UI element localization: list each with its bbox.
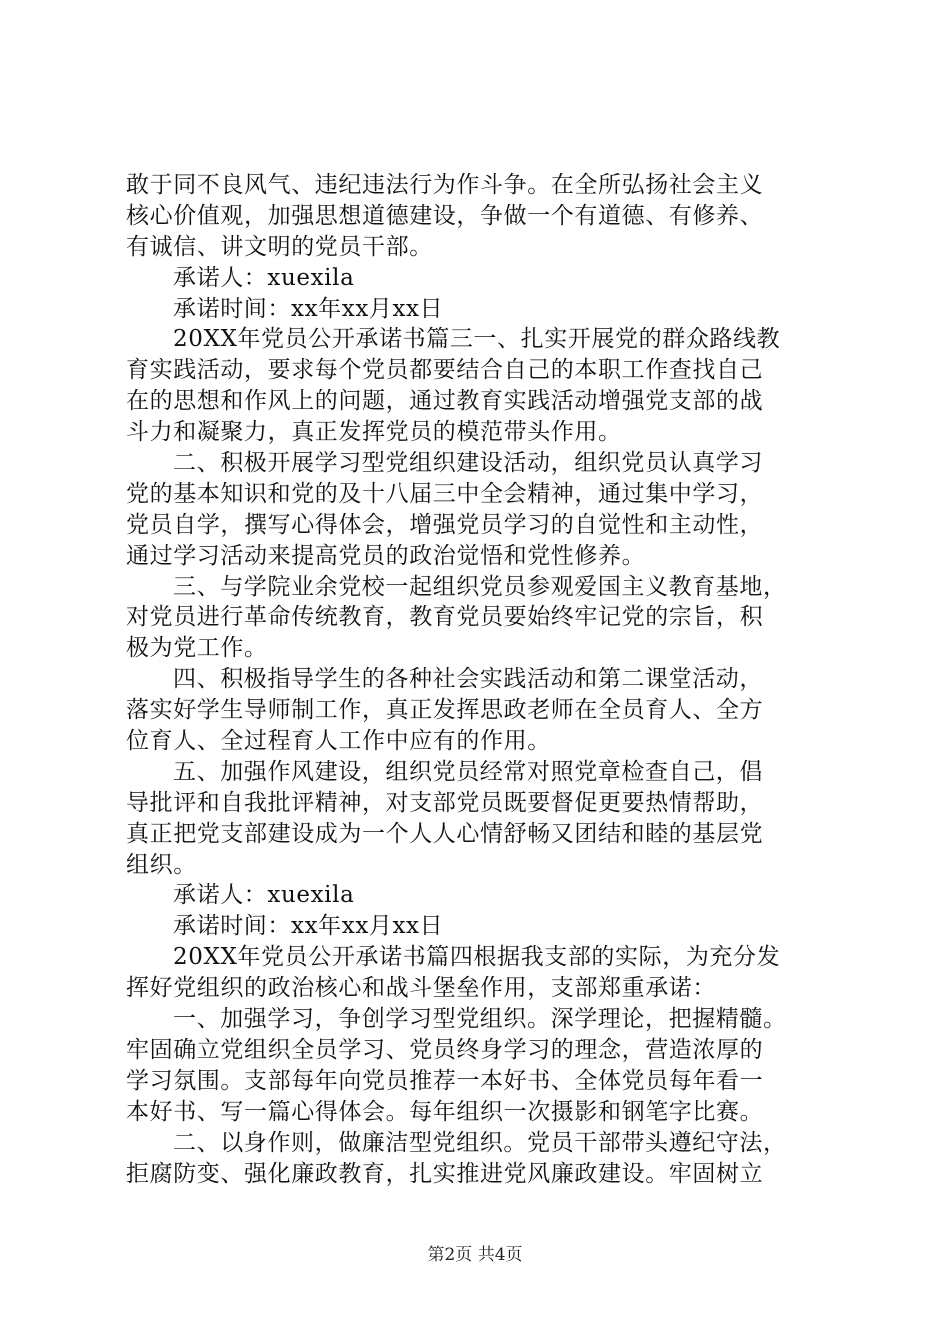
text-line: 落实好学生导师制工作，真正发挥思政老师在全员育人、全方 — [126, 697, 764, 724]
text-line: 挥好党组织的政治核心和战斗堡垒作用，支部郑重承诺： — [126, 975, 716, 1002]
text-line: 二、积极开展学习型党组织建设活动，组织党员认真学习 — [173, 450, 763, 477]
text-line: 承诺人：xuexila — [173, 264, 355, 291]
document-body — [126, 170, 836, 1189]
text-line: 育实践活动，要求每个党员都要结合自己的本职工作查找自己 — [126, 357, 764, 384]
page-footer: 第2页 共4页 — [427, 1245, 523, 1265]
text-line: 核心价值观，加强思想道德建设，争做一个有道德、有修养、 — [126, 202, 764, 229]
text-line: 真正把党支部建设成为一个人人心情舒畅又团结和睦的基层党 — [126, 820, 764, 847]
text-line: 党的基本知识和党的及十八届三中全会精神，通过集中学习， — [126, 480, 764, 507]
text-line: 斗力和凝聚力，真正发挥党员的模范带头作用。 — [126, 419, 622, 446]
text-line: 对党员进行革命传统教育，教育党员要始终牢记党的宗旨，积 — [126, 604, 764, 631]
text-line: 三、与学院业余党校一起组织党员参观爱国主义教育基地， — [173, 573, 787, 600]
text-line: 承诺时间：xx年xx月xx日 — [173, 913, 444, 940]
text-line: 一、加强学习，争创学习型党组织。深学理论，把握精髓。 — [173, 1006, 787, 1033]
text-line: 20XX年党员公开承诺书篇三一、扎实开展党的群众路线教 — [173, 326, 781, 353]
text-line: 位育人、全过程育人工作中应有的作用。 — [126, 728, 551, 755]
text-line: 四、积极指导学生的各种社会实践活动和第二课堂活动， — [173, 666, 763, 693]
text-line: 20XX年党员公开承诺书篇四根据我支部的实际，为充分发 — [173, 944, 781, 971]
text-line: 学习氛围。支部每年向党员推荐一本好书、全体党员每年看一 — [126, 1067, 764, 1094]
text-line: 拒腐防变、强化廉政教育，扎实推进党风廉政建设。牢固树立 — [126, 1160, 764, 1187]
text-line: 有诚信、讲文明的党员干部。 — [126, 233, 433, 260]
text-line: 承诺时间：xx年xx月xx日 — [173, 295, 444, 322]
text-line: 在的思想和作风上的问题，通过教育实践活动增强党支部的战 — [126, 388, 764, 415]
text-line: 承诺人：xuexila — [173, 882, 355, 909]
text-line: 组织。 — [126, 851, 197, 878]
text-line: 党员自学，撰写心得体会，增强党员学习的自觉性和主动性， — [126, 511, 764, 538]
text-line: 五、加强作风建设，组织党员经常对照党章检查自己，倡 — [173, 758, 763, 785]
text-line: 本好书、写一篇心得体会。每年组织一次摄影和钢笔字比赛。 — [126, 1098, 764, 1125]
text-line: 通过学习活动来提高党员的政治觉悟和党性修养。 — [126, 542, 646, 569]
text-line: 导批评和自我批评精神，对支部党员既要督促更要热情帮助， — [126, 789, 764, 816]
text-line: 牢固确立党组织全员学习、党员终身学习的理念，营造浓厚的 — [126, 1036, 764, 1063]
text-line: 二、以身作则，做廉洁型党组织。党员干部带头遵纪守法， — [173, 1129, 787, 1156]
text-line: 极为党工作。 — [126, 635, 268, 662]
text-line: 敢于同不良风气、违纪违法行为作斗争。在全所弘扬社会主义 — [126, 172, 764, 198]
